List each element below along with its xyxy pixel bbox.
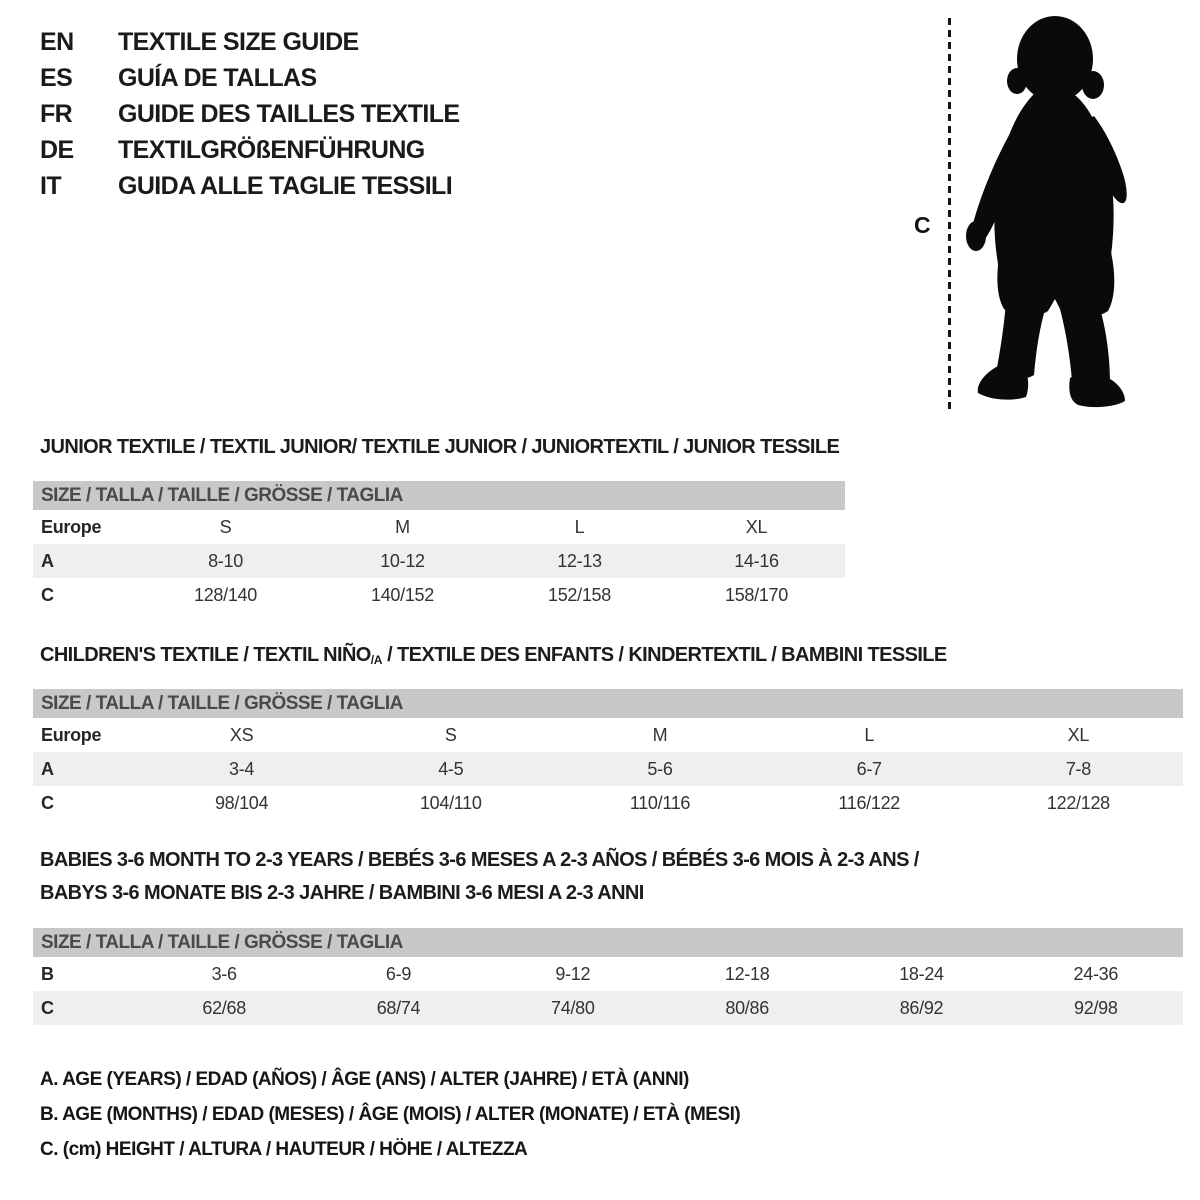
junior-size-table xyxy=(33,481,845,612)
table-row-months xyxy=(33,957,1183,991)
value-cell: 14-16 xyxy=(734,550,779,571)
table-row-height xyxy=(33,786,1183,820)
row-label: B xyxy=(41,963,54,984)
children-title-part1: CHILDREN'S TEXTILE / TEXTIL NIÑO xyxy=(40,644,371,666)
guide-title-it: GUIDA ALLE TAGLIE TESSILI xyxy=(118,172,453,200)
value-cell: 9-12 xyxy=(555,963,591,984)
legend-line-a: A. AGE (YEARS) / EDAD (AÑOS) / ÂGE (ANS) / ALTER (JAHRE) / ETÀ (ANNI) xyxy=(40,1069,689,1090)
legend-line-b: B. AGE (MONTHS) / EDAD (MESES) / ÂGE (MOIS) / ALTER (MONATE) / ETÀ (MESI) xyxy=(40,1104,741,1125)
language-header xyxy=(40,24,460,204)
row-label: C xyxy=(41,792,54,813)
value-cell: 3-6 xyxy=(211,963,237,984)
language-row xyxy=(40,168,460,204)
value-cell: 86/92 xyxy=(899,997,944,1018)
size-cell: S xyxy=(219,516,232,537)
value-cell: 74/80 xyxy=(551,997,595,1018)
value-cell: 6-7 xyxy=(856,758,882,779)
value-cell: 10-12 xyxy=(380,550,425,571)
table-row-height xyxy=(33,991,1183,1025)
value-cell: 116/122 xyxy=(838,792,901,813)
value-cell: 158/170 xyxy=(725,584,788,605)
height-measure-label: C xyxy=(914,212,931,238)
table-row-age xyxy=(33,544,845,578)
size-header-bar: SIZE / TALLA / TAILLE / GRÖSSE / TAGLIA xyxy=(33,689,1183,718)
babies-section-title xyxy=(40,844,919,910)
value-cell: 104/110 xyxy=(419,792,482,813)
guide-title-es: GUÍA DE TALLAS xyxy=(118,64,317,92)
value-cell: 12-13 xyxy=(557,550,602,571)
size-cell: S xyxy=(444,724,457,745)
children-title-part3: / TEXTILE DES ENFANTS / KINDERTEXTIL / BAMBINI TESSILE xyxy=(382,644,947,666)
value-cell: 92/98 xyxy=(1074,997,1118,1018)
height-measure-dashed-line xyxy=(948,18,951,414)
size-header-bar: SIZE / TALLA / TAILLE / GRÖSSE / TAGLIA xyxy=(33,928,1183,957)
value-cell: 122/128 xyxy=(1046,792,1110,813)
value-cell: 12-18 xyxy=(724,963,770,984)
value-cell: 98/104 xyxy=(214,792,269,813)
size-cell: XL xyxy=(745,516,768,537)
children-size-table xyxy=(33,689,1183,820)
table-row-height xyxy=(33,578,845,612)
toddler-silhouette-image xyxy=(956,12,1138,414)
language-code: DE xyxy=(40,136,74,164)
babies-size-table xyxy=(33,928,1183,1025)
language-row xyxy=(40,60,460,96)
value-cell: 80/86 xyxy=(725,997,769,1018)
junior-section-title: JUNIOR TEXTILE / TEXTIL JUNIOR/ TEXTILE JUNIOR / JUNIORTEXTIL / JUNIOR TESSILE xyxy=(40,436,840,458)
language-code: IT xyxy=(40,172,62,200)
value-cell: 4-5 xyxy=(438,758,464,779)
language-code: ES xyxy=(40,64,73,92)
guide-title-de: TEXTILGRÖßENFÜHRUNG xyxy=(118,136,425,164)
size-cell: XL xyxy=(1067,724,1090,745)
value-cell: 6-9 xyxy=(385,963,412,984)
language-row xyxy=(40,96,460,132)
value-cell: 68/74 xyxy=(376,997,421,1018)
value-cell: 5-6 xyxy=(647,758,673,779)
value-cell: 110/116 xyxy=(629,792,691,813)
guide-title-en: TEXTILE SIZE GUIDE xyxy=(118,28,359,56)
row-label: C xyxy=(41,584,54,605)
row-label: Europe xyxy=(41,724,102,745)
children-section-title xyxy=(40,639,947,677)
value-cell: 7-8 xyxy=(1065,758,1091,779)
table-row-europe xyxy=(33,718,1183,752)
size-cell: L xyxy=(574,516,585,537)
guide-title-fr: GUIDE DES TAILLES TEXTILE xyxy=(118,100,460,128)
value-cell: 62/68 xyxy=(202,997,246,1018)
language-row xyxy=(40,24,460,60)
value-cell: 18-24 xyxy=(899,963,944,984)
row-label: C xyxy=(41,997,54,1018)
babies-title-line2: BABYS 3-6 MONATE BIS 2-3 JAHRE / BAMBINI 3-6 MESI A 2-3 ANNI xyxy=(40,882,644,904)
value-cell: 8-10 xyxy=(208,550,243,571)
value-cell: 152/158 xyxy=(548,584,611,605)
measurement-legend xyxy=(40,1062,740,1167)
table-row-age xyxy=(33,752,1183,786)
language-code: FR xyxy=(40,100,73,128)
row-label: A xyxy=(41,550,54,571)
table-row-europe xyxy=(33,510,845,544)
value-cell: 3-4 xyxy=(229,758,255,779)
size-cell: XS xyxy=(229,724,254,745)
babies-title-line1: BABIES 3-6 MONTH TO 2-3 YEARS / BEBÉS 3-6 MESES A 2-3 AÑOS / BÉBÉS 3-6 MOIS À 2-3 ANS / xyxy=(40,849,919,871)
children-title-suffix: /A xyxy=(370,653,383,667)
value-cell: 128/140 xyxy=(194,584,257,605)
size-cell: M xyxy=(652,724,668,745)
size-cell: L xyxy=(864,724,875,745)
value-cell: 24-36 xyxy=(1073,963,1119,984)
legend-line-c: C. (cm) HEIGHT / ALTURA / HAUTEUR / HÖHE / ALTEZZA xyxy=(40,1139,528,1160)
row-label: Europe xyxy=(41,516,102,537)
value-cell: 140/152 xyxy=(371,584,434,605)
size-header-bar: SIZE / TALLA / TAILLE / GRÖSSE / TAGLIA xyxy=(33,481,845,510)
size-cell: M xyxy=(395,516,410,537)
language-code: EN xyxy=(40,28,74,56)
language-row xyxy=(40,132,460,168)
row-label: A xyxy=(41,758,54,779)
